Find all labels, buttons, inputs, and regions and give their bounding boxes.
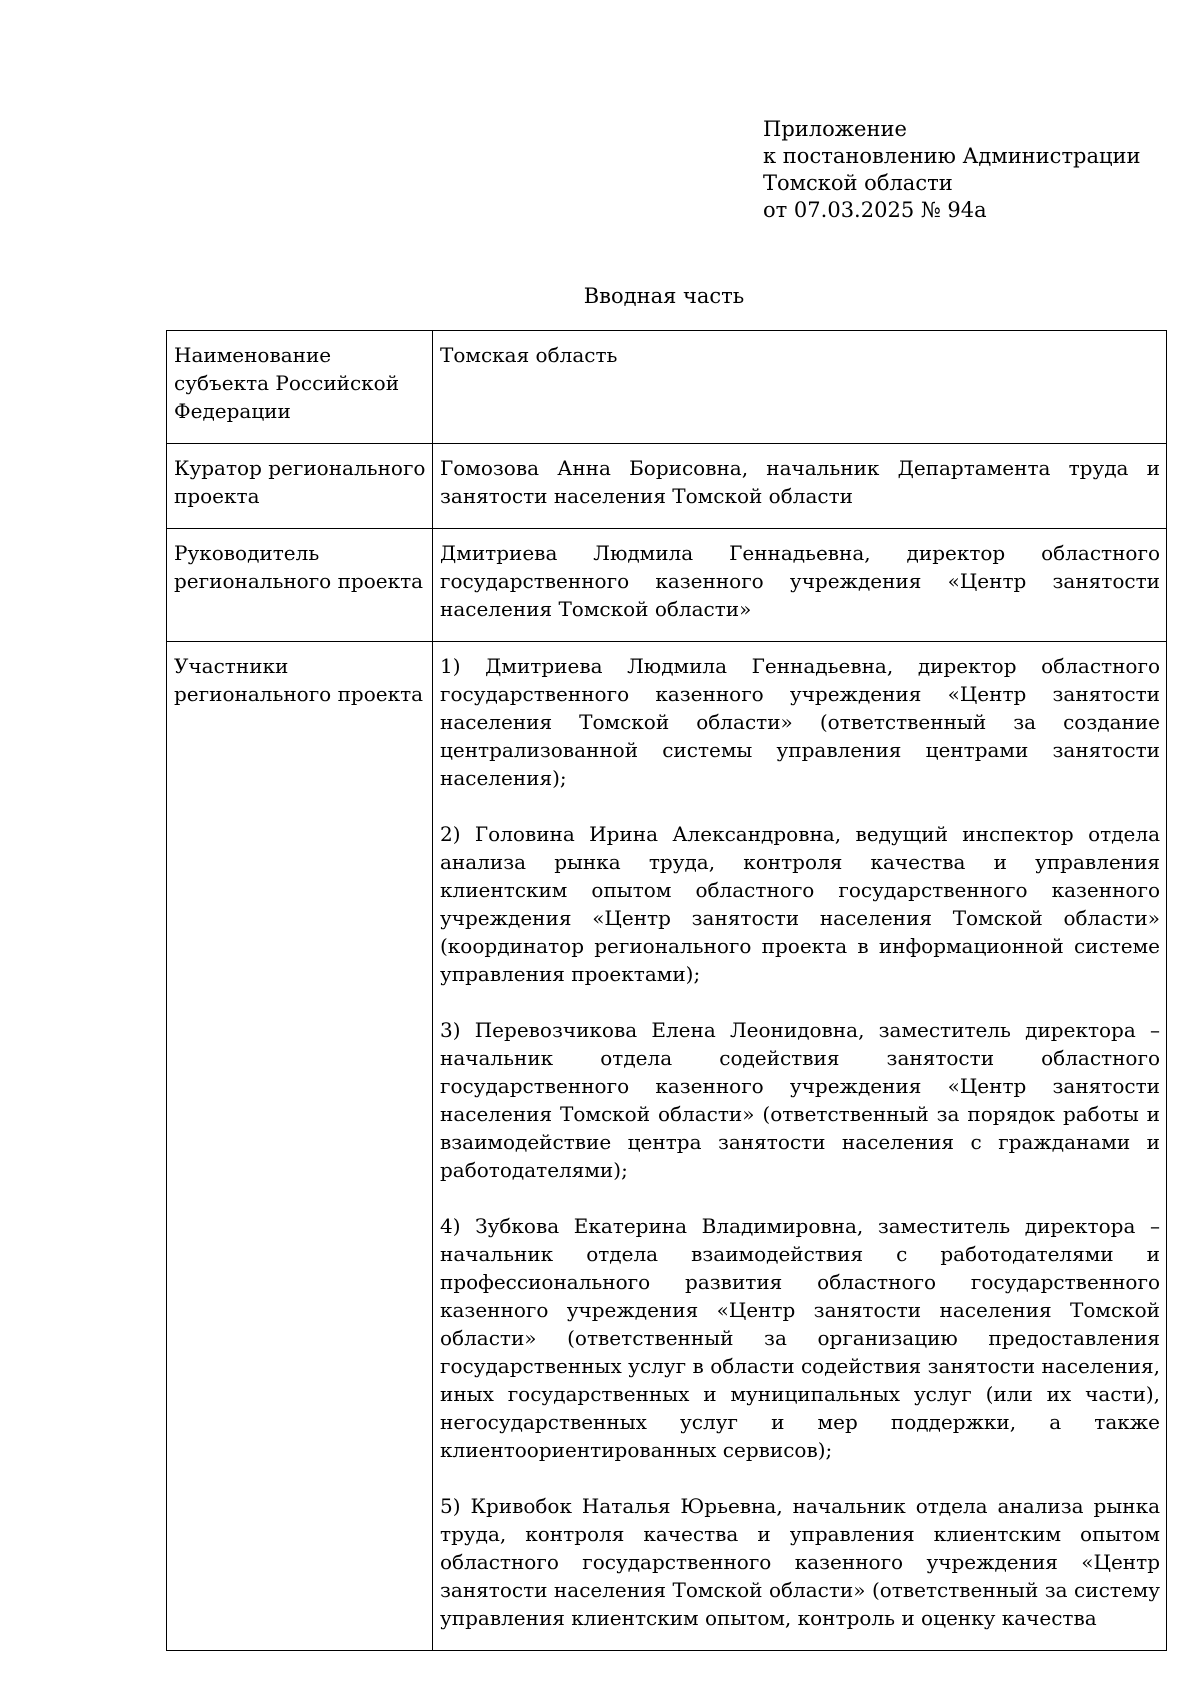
intro-table bbox=[166, 330, 1167, 1651]
row-label-subject: Наименование субъекта Российской Федерации bbox=[167, 331, 433, 444]
table-row bbox=[167, 444, 1167, 529]
row-label-head: Руководитель регионального проекта bbox=[167, 529, 433, 642]
approval-line-region: Томской области bbox=[763, 171, 953, 195]
participant-item: 5) Кривобок Наталья Юрьевна, начальник отдела анализа рынка труда, контроля качества и управления клиентским опытом областного государственного казенного учреждения «Центр занятости населения Томской области» (ответственный за систему управления клиентским опытом, контроль и оценку качества bbox=[440, 1494, 1160, 1630]
participant-item: 2) Головина Ирина Александровна, ведущий инспектор отдела анализа рынка труда, контроля качества и управления клиентским опытом областного государственного казенного учреждения «Центр занятости населения Томской области» (координатор регионального проекта в информационной системе управления проектами); bbox=[440, 822, 1160, 986]
row-value-head: Дмитриева Людмила Геннадьевна, директор областного государственного казенного учреждения «Центр занятости населения Томской области» bbox=[433, 529, 1167, 642]
row-label-participants: Участники регионального проекта bbox=[167, 642, 433, 1651]
row-label-curator: Куратор регионального проекта bbox=[167, 444, 433, 529]
table-row bbox=[167, 642, 1167, 1651]
participant-item: 3) Перевозчикова Елена Леонидовна, заместитель директора – начальник отдела содействия занятости областного государственного казенного учреждения «Центр занятости населения Томской области» (ответственный за порядок работы и взаимодействие центра занятости населения с гражданами и работодателями); bbox=[440, 1018, 1160, 1182]
approval-note bbox=[763, 116, 1141, 224]
participants-list bbox=[433, 642, 1167, 1651]
table-row bbox=[167, 529, 1167, 642]
approval-line-appendix: Приложение bbox=[763, 117, 907, 141]
approval-line-resolution: к постановлению Администрации bbox=[763, 144, 1141, 168]
section-title: Вводная часть bbox=[583, 284, 745, 308]
participant-item: 4) Зубкова Екатерина Владимировна, заместитель директора – начальник отдела взаимодействия с работодателями и профессионального развития областного государственного казенного учреждения «Центр занятости населения Томской области» (ответственный за организацию предоставления государственных услуг в области содействия занятости населения, иных государственных и муниципальных услуг (или их части), негосударственных услуг и мер поддержки, а также клиентоориентированных сервисов); bbox=[440, 1214, 1160, 1462]
row-value-subject: Томская область bbox=[433, 331, 1167, 444]
participant-item: 1) Дмитриева Людмила Геннадьевна, директор областного государственного казенного учреждения «Центр занятости населения Томской области» (ответственный за создание централизованной системы управления центрами занятости населения); bbox=[440, 654, 1160, 790]
approval-line-date-number: от 07.03.2025 № 94а bbox=[763, 198, 987, 222]
table-row bbox=[167, 331, 1167, 444]
row-value-curator: Гомозова Анна Борисовна, начальник Департамента труда и занятости населения Томской области bbox=[433, 444, 1167, 529]
